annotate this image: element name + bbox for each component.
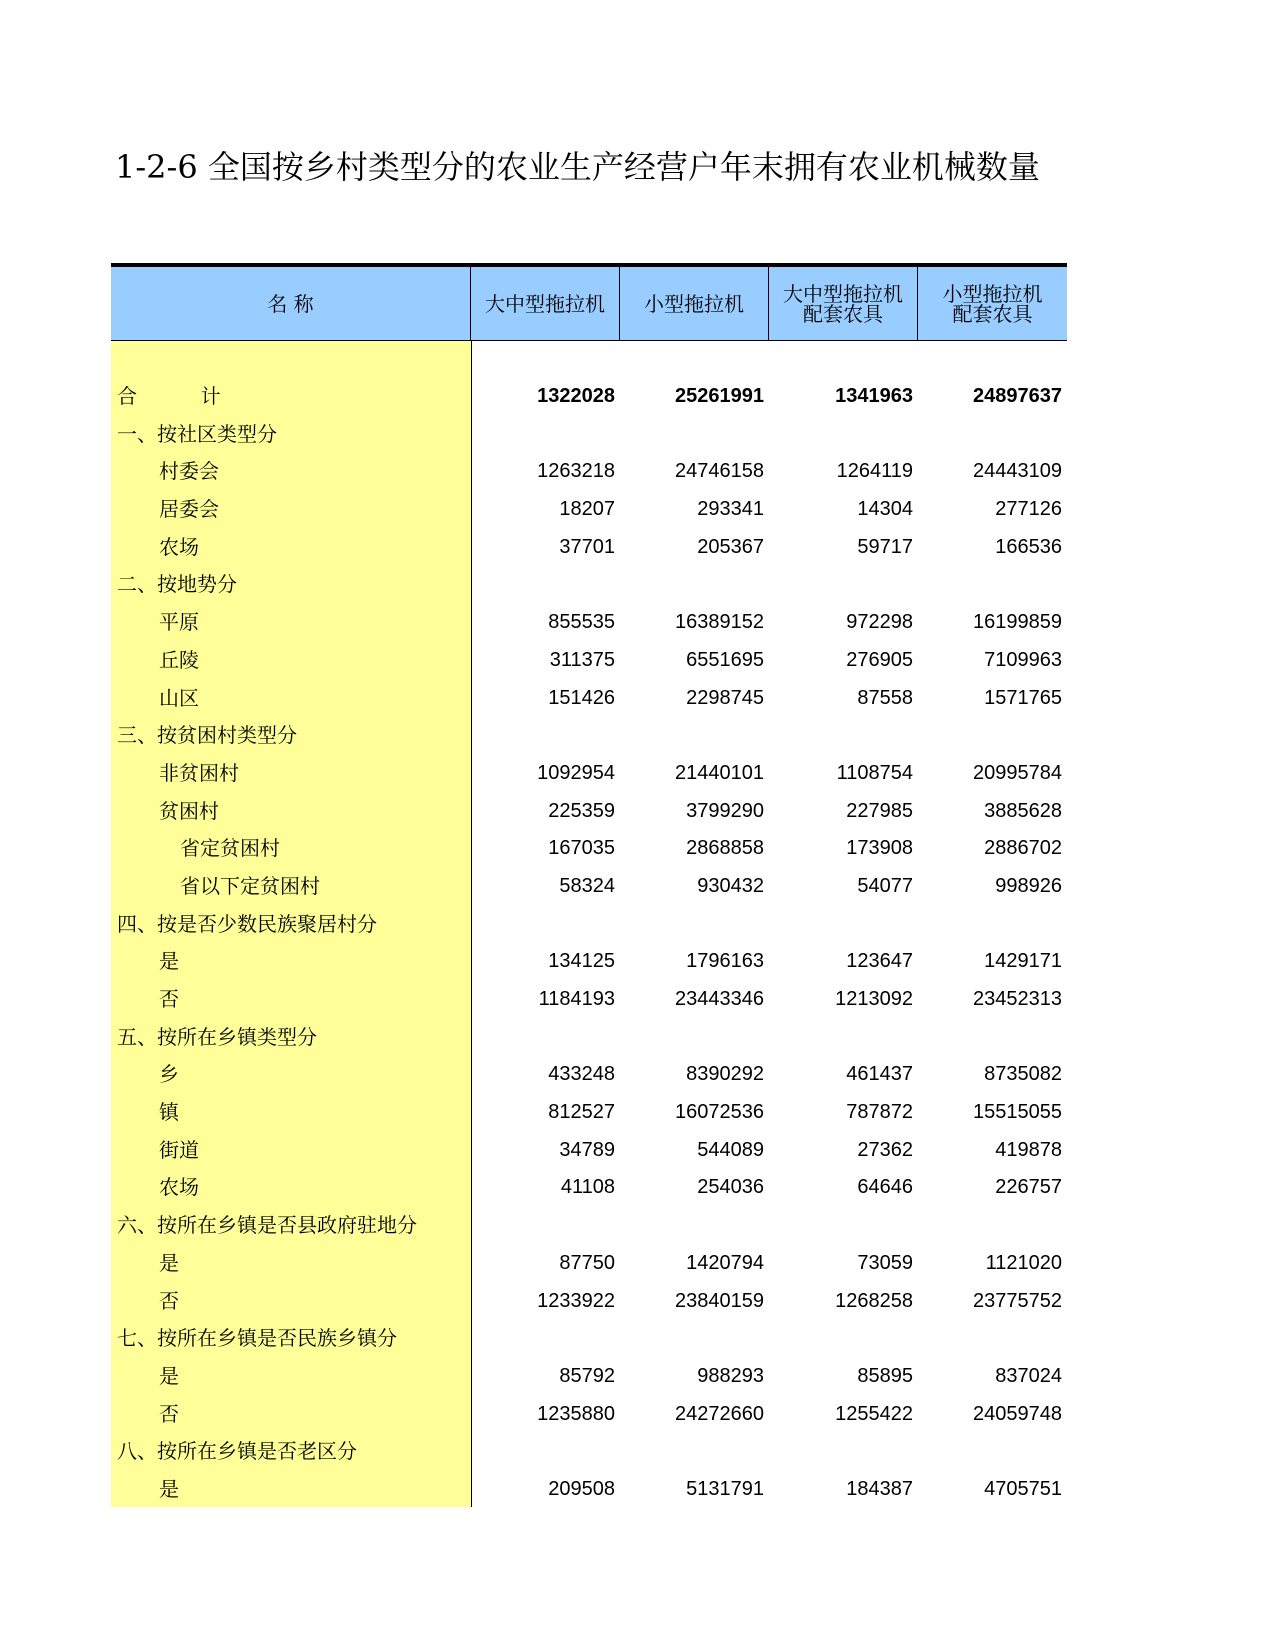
table-row — [111, 642, 1067, 680]
value-small-tractor: 2298745 — [686, 686, 764, 709]
value-large-tractor: 1322028 — [537, 385, 615, 407]
table-row — [111, 755, 1067, 793]
value-small-tractor-implements: 20995784 — [973, 761, 1062, 784]
value-large-tractor-implements: 64646 — [857, 1176, 913, 1199]
row-label: 一、按社区类型分 — [117, 421, 277, 446]
table-row — [111, 906, 1067, 944]
value-small-tractor: 24272660 — [675, 1402, 764, 1425]
row-label: 否 — [159, 1288, 179, 1313]
value-large-tractor-implements: 972298 — [846, 611, 913, 634]
value-large-tractor: 37701 — [559, 535, 615, 558]
table-row — [111, 1245, 1067, 1283]
row-label: 农场 — [159, 534, 199, 559]
value-small-tractor: 205367 — [697, 535, 764, 558]
value-small-tractor: 24746158 — [675, 460, 764, 483]
value-small-tractor: 544089 — [697, 1138, 764, 1161]
value-small-tractor: 8390292 — [686, 1063, 764, 1086]
header-small-tractor-implements: 小型拖拉机 配套农具 — [942, 281, 1043, 326]
value-small-tractor-implements — [918, 1207, 1067, 1245]
value-small-tractor — [620, 1207, 769, 1245]
row-label: 平原 — [159, 610, 199, 635]
table-header — [111, 267, 1067, 340]
value-large-tractor-implements: 85895 — [857, 1364, 913, 1387]
value-small-tractor: 6551695 — [686, 648, 764, 671]
value-large-tractor-implements: 1341963 — [835, 385, 913, 407]
value-small-tractor-implements: 1121020 — [985, 1251, 1062, 1274]
value-small-tractor-implements: 1571765 — [984, 686, 1062, 709]
value-large-tractor-implements — [769, 906, 918, 944]
value-small-tractor — [620, 416, 769, 454]
value-large-tractor: 225359 — [548, 799, 615, 822]
table-row — [111, 1433, 1067, 1471]
table-row — [111, 1094, 1067, 1132]
value-small-tractor: 2868858 — [686, 837, 764, 860]
value-large-tractor — [471, 1019, 620, 1057]
value-small-tractor-implements — [918, 1433, 1067, 1471]
row-label: 乡 — [159, 1062, 179, 1087]
table-row — [111, 491, 1067, 529]
row-label: 八、按所在乡镇是否老区分 — [117, 1439, 357, 1464]
row-label: 四、按是否少数民族聚居村分 — [117, 911, 377, 936]
value-large-tractor: 1235880 — [537, 1402, 615, 1425]
value-small-tractor: 254036 — [697, 1176, 764, 1199]
row-label: 否 — [159, 1401, 179, 1426]
value-small-tractor-implements — [918, 1019, 1067, 1057]
table-row — [111, 1283, 1067, 1321]
value-small-tractor — [620, 717, 769, 755]
value-large-tractor-implements — [769, 416, 918, 454]
value-large-tractor — [471, 1320, 620, 1358]
value-small-tractor: 21440101 — [675, 761, 764, 784]
value-small-tractor-implements: 166536 — [995, 535, 1062, 558]
table-row — [111, 1320, 1067, 1358]
table-row — [111, 1169, 1067, 1207]
table-row — [111, 1471, 1067, 1509]
value-large-tractor — [471, 717, 620, 755]
value-large-tractor-implements: 1268258 — [835, 1289, 913, 1312]
value-large-tractor — [471, 1433, 620, 1471]
table-row — [111, 529, 1067, 567]
table-row — [111, 830, 1067, 868]
value-small-tractor: 930432 — [697, 874, 764, 897]
value-large-tractor-implements: 87558 — [857, 686, 913, 709]
table-row — [111, 868, 1067, 906]
value-small-tractor-implements — [918, 906, 1067, 944]
table-row — [111, 680, 1067, 718]
value-small-tractor-implements: 15515055 — [973, 1101, 1062, 1124]
row-label: 三、按贫困村类型分 — [117, 723, 297, 748]
value-large-tractor-implements: 787872 — [846, 1101, 913, 1124]
row-label: 合 计 — [117, 384, 221, 408]
value-large-tractor: 1233922 — [537, 1289, 615, 1312]
row-label: 居委会 — [159, 497, 219, 522]
value-small-tractor-implements: 998926 — [995, 874, 1062, 897]
value-large-tractor: 209508 — [548, 1477, 615, 1500]
value-large-tractor-implements: 173908 — [846, 837, 913, 860]
row-label: 是 — [159, 1363, 179, 1388]
value-large-tractor-implements: 123647 — [846, 950, 913, 973]
value-large-tractor-implements: 54077 — [857, 874, 913, 897]
value-small-tractor-implements: 2886702 — [984, 837, 1062, 860]
header-small-tractor: 小型拖拉机 — [620, 267, 769, 340]
header-large-tractor-implements: 大中型拖拉机 配套农具 — [769, 267, 918, 340]
value-small-tractor-implements: 226757 — [995, 1176, 1062, 1199]
row-label: 是 — [159, 1250, 179, 1275]
value-large-tractor — [471, 906, 620, 944]
value-small-tractor: 5131791 — [686, 1477, 764, 1500]
table-row — [111, 1207, 1067, 1245]
value-large-tractor — [471, 1207, 620, 1245]
row-label: 村委会 — [159, 459, 219, 484]
row-label: 是 — [159, 949, 179, 974]
row-label: 非贫困村 — [159, 760, 239, 785]
value-small-tractor: 1796163 — [686, 950, 764, 973]
value-large-tractor: 34789 — [559, 1138, 615, 1161]
table-row — [111, 717, 1067, 755]
value-small-tractor-implements — [918, 566, 1067, 604]
value-large-tractor-implements: 227985 — [846, 799, 913, 822]
value-large-tractor: 151426 — [548, 686, 615, 709]
row-label: 省以下定贫困村 — [180, 873, 320, 898]
page-title: 1-2-6 全国按乡村类型分的农业生产经营户年末拥有农业机械数量 — [115, 148, 1040, 186]
value-large-tractor-implements: 276905 — [846, 648, 913, 671]
row-label: 丘陵 — [159, 647, 199, 672]
value-large-tractor-implements — [769, 1320, 918, 1358]
value-small-tractor: 3799290 — [686, 799, 764, 822]
header-large-tractor: 大中型拖拉机 — [471, 267, 620, 340]
value-large-tractor-implements: 1264119 — [836, 460, 913, 483]
row-label: 是 — [159, 1476, 179, 1501]
value-small-tractor-implements: 23775752 — [973, 1289, 1062, 1312]
row-label: 街道 — [159, 1137, 199, 1162]
table-row — [111, 453, 1067, 491]
value-large-tractor: 433248 — [548, 1063, 615, 1086]
row-label: 山区 — [159, 685, 199, 710]
value-large-tractor: 58324 — [559, 874, 615, 897]
value-small-tractor: 988293 — [697, 1364, 764, 1387]
value-small-tractor-implements: 3885628 — [984, 799, 1062, 822]
value-large-tractor — [471, 566, 620, 604]
value-large-tractor: 87750 — [559, 1251, 615, 1274]
value-large-tractor: 134125 — [548, 950, 615, 973]
value-large-tractor — [471, 416, 620, 454]
header-name: 名 称 — [111, 267, 471, 340]
row-label: 贫困村 — [159, 798, 219, 823]
value-small-tractor: 16389152 — [675, 611, 764, 634]
value-large-tractor-implements: 73059 — [857, 1251, 913, 1274]
value-small-tractor-implements: 419878 — [995, 1138, 1062, 1161]
value-large-tractor: 311375 — [549, 648, 615, 671]
row-label: 五、按所在乡镇类型分 — [117, 1024, 317, 1049]
table-row — [111, 1396, 1067, 1434]
value-large-tractor-implements — [769, 1433, 918, 1471]
value-large-tractor: 855535 — [548, 611, 615, 634]
value-small-tractor-implements: 16199859 — [973, 611, 1062, 634]
value-small-tractor-implements: 1429171 — [984, 950, 1062, 973]
table-row — [111, 604, 1067, 642]
table-row — [111, 943, 1067, 981]
value-small-tractor-implements: 24897637 — [973, 385, 1062, 407]
row-label: 镇 — [159, 1100, 179, 1125]
table-row — [111, 1019, 1067, 1057]
value-small-tractor — [620, 1320, 769, 1358]
table-row — [111, 793, 1067, 831]
value-small-tractor: 23840159 — [675, 1289, 764, 1312]
value-large-tractor-implements — [769, 717, 918, 755]
value-small-tractor-implements: 24443109 — [973, 460, 1062, 483]
table-body — [111, 378, 1067, 1509]
value-small-tractor-implements — [918, 416, 1067, 454]
table-row — [111, 378, 1067, 416]
value-large-tractor: 812527 — [548, 1101, 615, 1124]
value-large-tractor: 1184193 — [538, 988, 615, 1010]
value-large-tractor-implements: 14304 — [857, 498, 913, 521]
value-small-tractor: 23443346 — [675, 988, 764, 1010]
value-small-tractor-implements: 7109963 — [984, 648, 1062, 671]
row-label: 省定贫困村 — [180, 836, 280, 861]
value-small-tractor: 1420794 — [686, 1251, 764, 1274]
table-row — [111, 416, 1067, 454]
value-large-tractor-implements — [769, 566, 918, 604]
value-small-tractor-implements: 24059748 — [973, 1402, 1062, 1425]
value-large-tractor-implements: 1108754 — [836, 761, 913, 784]
value-small-tractor-implements: 4705751 — [984, 1477, 1062, 1500]
table-row — [111, 1358, 1067, 1396]
value-small-tractor: 25261991 — [675, 385, 764, 407]
value-small-tractor-implements: 23452313 — [973, 988, 1062, 1010]
value-small-tractor-implements: 8735082 — [984, 1063, 1062, 1086]
value-large-tractor: 18207 — [559, 498, 615, 521]
value-small-tractor — [620, 1433, 769, 1471]
row-label: 二、按地势分 — [117, 572, 237, 597]
row-label: 否 — [159, 987, 179, 1011]
value-large-tractor: 85792 — [559, 1364, 615, 1387]
value-large-tractor-implements — [769, 1207, 918, 1245]
value-small-tractor-implements — [918, 1320, 1067, 1358]
value-large-tractor-implements: 59717 — [857, 535, 913, 558]
value-small-tractor-implements — [918, 717, 1067, 755]
value-small-tractor — [620, 906, 769, 944]
value-large-tractor-implements: 1213092 — [835, 988, 913, 1010]
table-row — [111, 1132, 1067, 1170]
value-large-tractor-implements: 461437 — [846, 1063, 913, 1086]
value-small-tractor-implements: 277126 — [995, 498, 1062, 521]
value-small-tractor: 16072536 — [675, 1101, 764, 1124]
value-large-tractor: 167035 — [548, 837, 615, 860]
row-label: 六、按所在乡镇是否县政府驻地分 — [117, 1213, 417, 1238]
value-large-tractor-implements — [769, 1019, 918, 1057]
value-large-tractor: 41108 — [560, 1176, 615, 1199]
value-large-tractor-implements: 184387 — [846, 1477, 913, 1500]
value-small-tractor: 293341 — [697, 498, 764, 521]
row-label: 农场 — [159, 1175, 199, 1200]
value-small-tractor — [620, 1019, 769, 1057]
row-label: 七、按所在乡镇是否民族乡镇分 — [117, 1326, 397, 1351]
value-large-tractor: 1263218 — [537, 460, 615, 483]
value-large-tractor-implements: 27362 — [857, 1138, 913, 1161]
value-small-tractor — [620, 566, 769, 604]
table-row — [111, 1056, 1067, 1094]
value-large-tractor: 1092954 — [537, 761, 615, 784]
table-row — [111, 981, 1067, 1019]
value-large-tractor-implements: 1255422 — [835, 1402, 913, 1425]
table-row — [111, 566, 1067, 604]
value-small-tractor-implements: 837024 — [995, 1364, 1062, 1387]
